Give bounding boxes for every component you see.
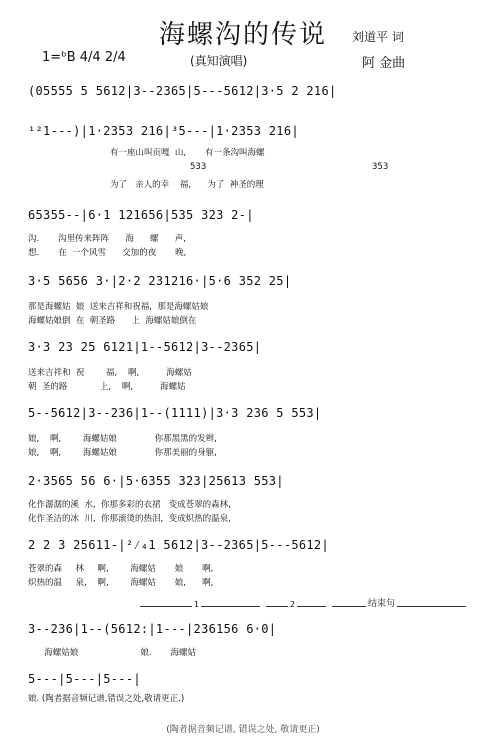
notation-line-9: 3--236|1--(5612:|1---|236156 6·0| <box>28 622 277 636</box>
lyrics-3-verse-1: 沟. 沟里传来阵阵 海 螺 声, <box>28 234 186 244</box>
lyrics-7-verse-1: 化作潺潺的溪 水, 你那多彩的衣裙 变成苍翠的森林, <box>28 500 231 510</box>
notation-line-10: 5---|5---|5---| <box>28 672 141 686</box>
lyrics-6-verse-1: 娘, 啊, 海螺姑娘 你那黑黑的发辫, <box>28 434 217 444</box>
lyrics-10: 娘. (陶者据音频记谱,错误之处,敬请更正.) <box>28 694 185 704</box>
lyrics-4-verse-2: 海螺姑娘倒 在 朝圣路 上 海螺姑娘倒在 <box>28 316 197 326</box>
first-ending-number: 1 <box>194 600 200 609</box>
notation-line-1: (05555 5 5612|3--2365|5---5612|3·5 2 216| <box>28 84 337 98</box>
lyricist: 刘道平 词 <box>352 30 404 44</box>
lyrics-2-verse-2: 为了 亲人的幸 福, 为了 神圣的理 <box>110 180 264 190</box>
coda-label: 结束句 <box>366 596 397 609</box>
lyrics-8-verse-1: 苍翠的森 林 啊, 海螺姑 娘 啊, <box>28 564 214 574</box>
lyrics-2-verse-1: 有一座山叫贡嘎 山, 有一条沟叫海螺 <box>110 148 265 158</box>
notation-line-2: ¹²1---)|1·2353 216|³5---|1·2353 216| <box>28 124 299 138</box>
notation-line-5: 3·3 23 25 6121|1--5612|3--2365| <box>28 340 262 354</box>
notation-line-3: 65355--|6·1 121656|535 323 2-| <box>28 208 254 222</box>
notation-line-6: 5--5612|3--236|1--(1111)|3·3 236 5 553| <box>28 406 322 420</box>
second-ending-number: 2 <box>290 600 296 609</box>
lyrics-3-verse-2: 想. 在 一个风雪 交加的夜 晚, <box>28 248 187 258</box>
lyrics-8-verse-2: 炽热的温 泉, 啊, 海螺姑 娘, 啊, <box>28 578 214 588</box>
performer: (真知演唱) <box>190 54 248 68</box>
lyrics-5-verse-1: 送来吉祥和 祝 福, 啊, 海螺姑 <box>28 368 192 378</box>
key-time-signature: 1=ᵇB 4/4 2/4 <box>42 50 126 65</box>
lyrics-7-verse-2: 化作圣洁的冰 川, 你那滚烫的热泪, 变成炽热的温泉, <box>28 514 231 524</box>
song-title: 海螺沟的传说 <box>158 20 327 50</box>
notation-line-4: 3·5 5656 3·|2·2 231216·|5·6 352 25| <box>28 274 292 288</box>
lyrics-5-verse-2: 朝 圣的路 上, 啊, 海螺姑 <box>28 382 186 392</box>
lyrics-6-verse-2: 娘, 啊, 海螺姑娘 你那美丽的身躯, <box>28 448 217 458</box>
lyrics-9: 海螺姑娘 娘. 海螺姑 <box>28 648 196 658</box>
floating-notes-b: 353 <box>372 162 389 172</box>
transcriber-note: (陶者据音频记谱, 错误之处, 敬请更正) <box>166 725 320 735</box>
ending-brackets <box>140 600 470 612</box>
notation-line-7: 2·3565 56 6·|5·6355 323|25613 553| <box>28 474 284 488</box>
composer: 阿 金曲 <box>362 56 406 71</box>
coda-line <box>332 606 466 607</box>
notation-line-8: 2 2 3 25611-|²⁄₄1 5612|3--2365|5---5612| <box>28 538 329 552</box>
lyrics-4-verse-1: 那是海螺姑 娘 送来吉祥和祝福, 那是海螺姑娘 <box>28 302 209 312</box>
floating-notes-a: 533 <box>190 162 207 172</box>
